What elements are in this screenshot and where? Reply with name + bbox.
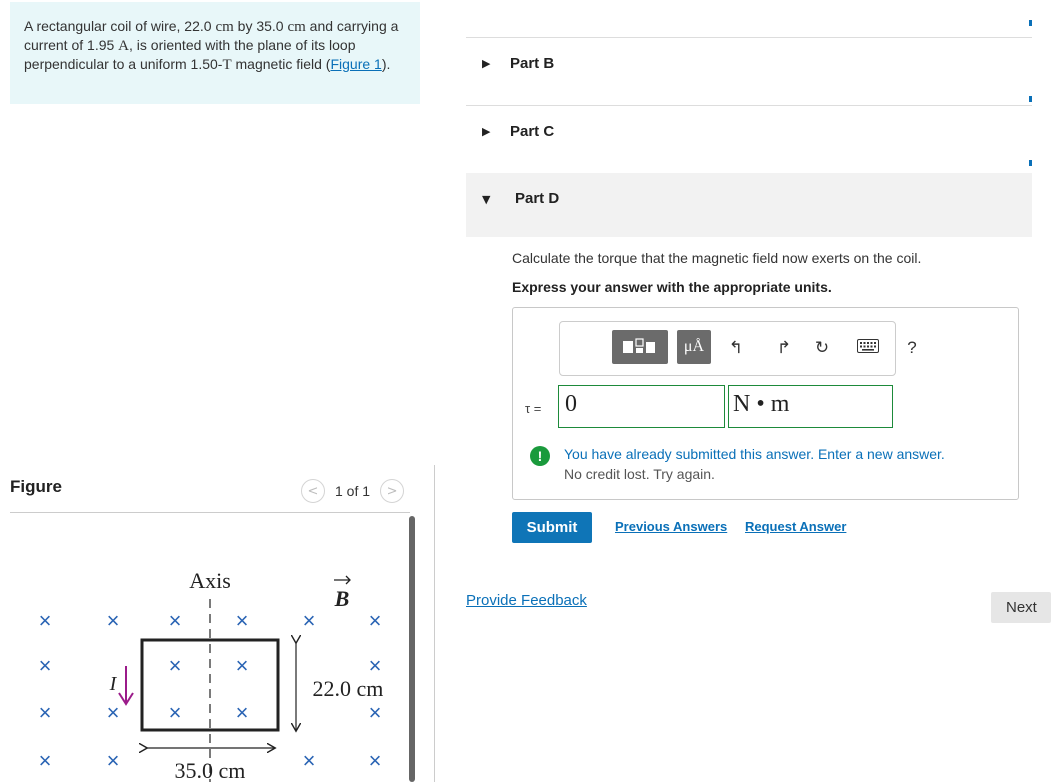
templates-icon <box>612 330 668 364</box>
caret-right-icon: ▶ <box>482 125 491 138</box>
figure-link[interactable]: Figure 1 <box>330 56 382 72</box>
undo-icon[interactable]: ↰ <box>724 336 748 360</box>
answer-panel <box>512 307 1019 500</box>
caret-right-icon: ▶ <box>482 57 491 70</box>
previous-answers-link[interactable]: Previous Answers <box>615 519 728 534</box>
feedback-message <box>564 444 945 484</box>
field-x-mark: × <box>368 653 382 678</box>
column-divider <box>434 465 435 782</box>
current-label: I <box>109 673 117 695</box>
feedback-line-2: No credit lost. Try again. <box>564 466 715 482</box>
field-x-mark: × <box>168 608 182 633</box>
field-x-mark: × <box>106 608 120 633</box>
feedback-line-1: You have already submitted this answer. Enter a new answer. <box>564 446 945 462</box>
field-x-mark: × <box>302 608 316 633</box>
units-button[interactable]: μÅ <box>677 330 711 364</box>
field-x-mark: × <box>302 748 316 773</box>
problem-text: ). <box>381 56 391 72</box>
problem-statement <box>10 2 420 104</box>
caret-down-icon: ▼ <box>482 193 491 206</box>
keyboard-icon-glyph <box>857 339 879 353</box>
next-figure-button[interactable] <box>380 479 404 503</box>
coil-loop <box>142 640 278 730</box>
problem-text: by 35.0 <box>233 18 288 34</box>
math-toolbar <box>559 321 917 376</box>
chevron-right-icon: > <box>386 483 398 499</box>
figure-heading: Figure <box>10 477 62 496</box>
unit-ampere: A <box>118 38 130 54</box>
chevron-left-icon: < <box>307 483 319 499</box>
part-edge-marker <box>1029 160 1032 166</box>
field-x-mark: × <box>235 700 249 725</box>
field-x-mark: × <box>235 653 249 678</box>
field-vector-arrow <box>334 576 350 584</box>
part-d-row[interactable] <box>466 173 1032 237</box>
figure-scrollbar[interactable] <box>409 516 415 782</box>
field-x-mark: × <box>368 608 382 633</box>
reset-icon[interactable]: ↻ <box>810 336 834 360</box>
part-d-label: Part D <box>515 190 560 207</box>
problem-text: and carrying a current of 1.95 <box>24 18 399 53</box>
problem-text: , is oriented with the plane of its loop perpendicular to a uniform 1.50- <box>24 37 356 72</box>
field-x-mark: × <box>38 748 52 773</box>
current-arrow <box>119 666 133 704</box>
figure-page-count: 1 of 1 <box>335 483 371 499</box>
field-x-mark: × <box>368 748 382 773</box>
figure-pager <box>301 479 404 503</box>
templates-button[interactable] <box>612 330 668 364</box>
answer-units-input[interactable]: N • m <box>728 385 893 428</box>
request-answer-link[interactable]: Request Answer <box>745 519 847 534</box>
problem-text: A rectangular coil of wire, 22.0 <box>24 18 216 34</box>
part-c-row[interactable] <box>466 105 1032 173</box>
unit-cm: cm <box>287 19 306 35</box>
redo-icon[interactable]: ↱ <box>772 336 796 360</box>
part-b-row[interactable] <box>466 37 1032 105</box>
question-instruction: Express your answer with the appropriate units. <box>512 279 832 295</box>
keyboard-icon[interactable] <box>856 336 880 360</box>
field-x-mark: × <box>38 653 52 678</box>
field-x-mark: × <box>368 700 382 725</box>
part-b-label: Part B <box>510 55 555 72</box>
field-x-mark: × <box>168 700 182 725</box>
prev-figure-button[interactable] <box>301 479 325 503</box>
problem-text: magnetic field ( <box>231 56 331 72</box>
alert-icon: ! <box>530 446 550 466</box>
question-prompt: Calculate the torque that the magnetic field now exerts on the coil. <box>512 250 922 266</box>
submit-button[interactable]: Submit <box>512 512 592 543</box>
unit-tesla: T <box>222 57 232 73</box>
field-x-mark: × <box>38 608 52 633</box>
field-x-mark: × <box>235 608 249 633</box>
torque-symbol: τ = <box>525 401 542 416</box>
part-edge-marker <box>1029 96 1032 102</box>
field-x-mark: × <box>106 748 120 773</box>
coil-diagram <box>10 562 408 782</box>
field-x-mark: × <box>38 700 52 725</box>
figure-divider <box>10 512 410 513</box>
field-label: B <box>334 586 350 611</box>
height-label: 22.0 cm <box>312 676 384 701</box>
field-x-mark: × <box>106 700 120 725</box>
width-label: 35.0 cm <box>174 758 246 782</box>
field-x-mark: × <box>168 653 182 678</box>
unit-cm: cm <box>215 19 234 35</box>
next-button[interactable]: Next <box>991 592 1051 623</box>
axis-label: Axis <box>189 568 231 593</box>
help-button[interactable]: ? <box>900 336 924 360</box>
part-a-edge-marker <box>1029 20 1032 26</box>
answer-value-input[interactable]: 0 <box>558 385 725 428</box>
part-c-label: Part C <box>510 123 555 140</box>
provide-feedback-link[interactable]: Provide Feedback <box>466 592 587 609</box>
